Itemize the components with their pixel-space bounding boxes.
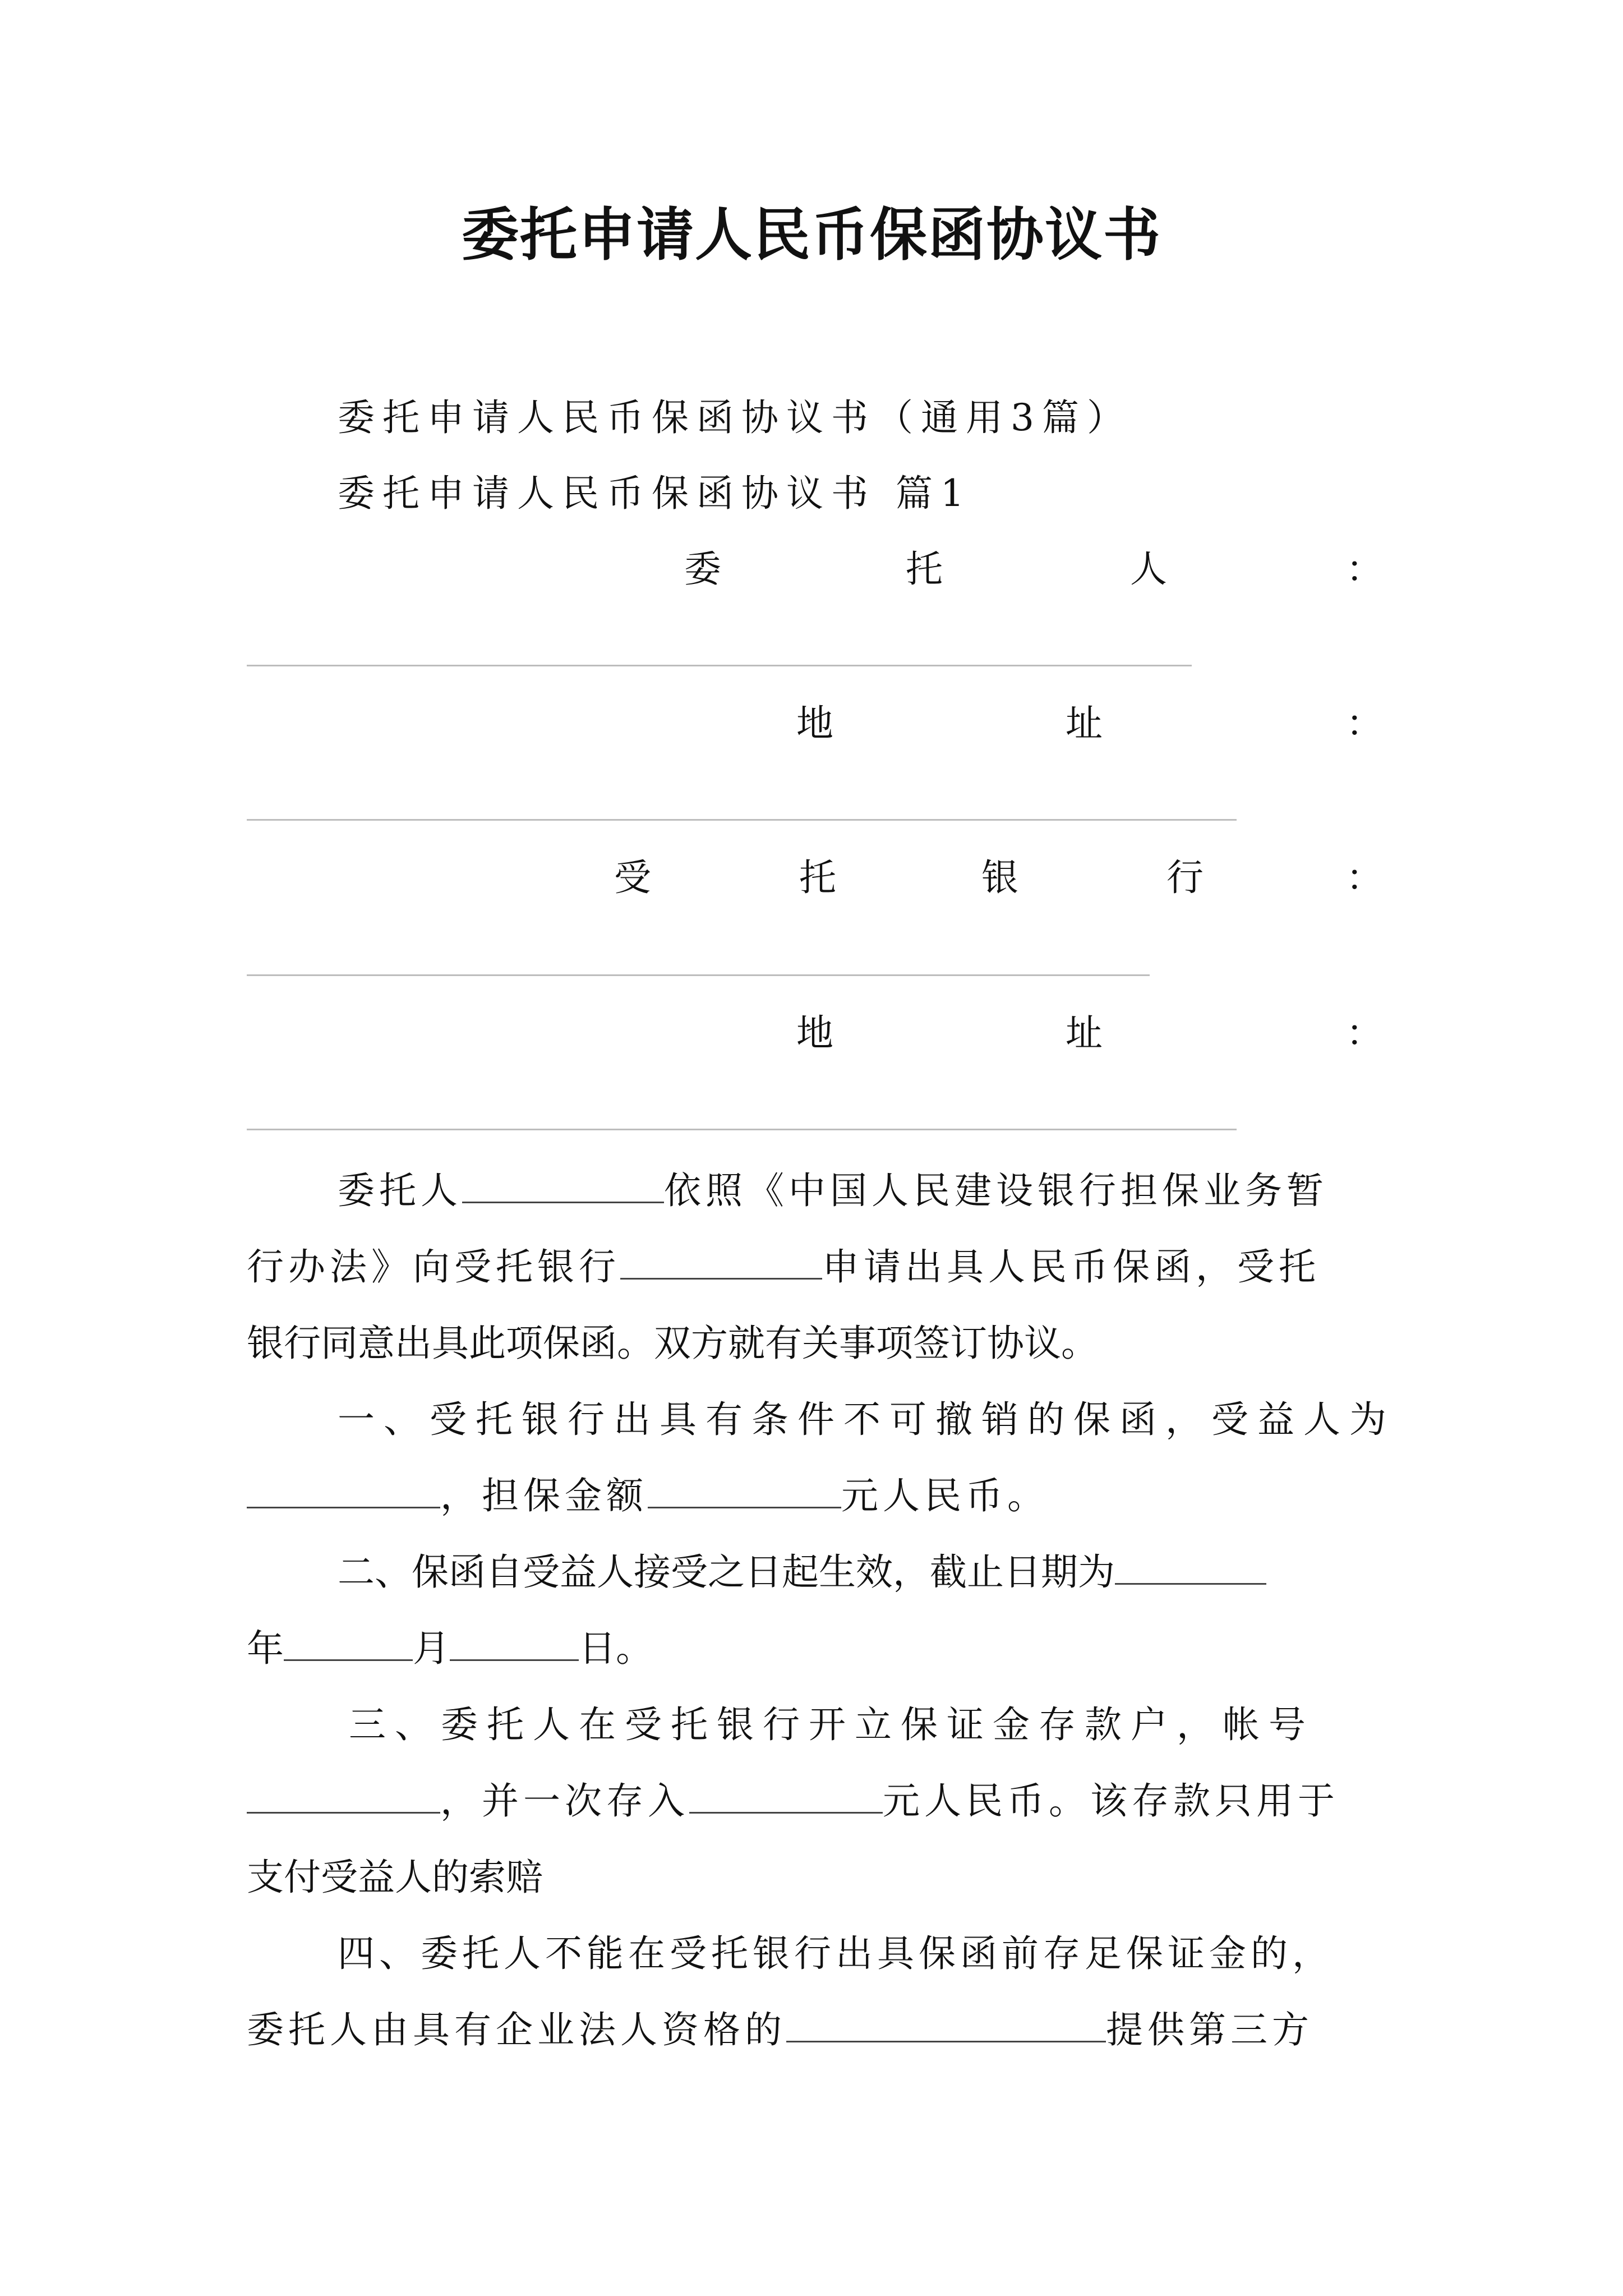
- blank-bank: [620, 1237, 822, 1280]
- field-principal-label: [247, 544, 1383, 595]
- paragraph-1-line-1: 委托人 依照《中国人民建设银行担保业务暂: [338, 1153, 1386, 1229]
- paragraph-5-line-1: 四、委托人不能在受托银行出具保函前存足保证金的，: [338, 1932, 1334, 1975]
- field-bank-blank: [247, 974, 1150, 976]
- paragraph-3-line-2: 年 月 日。: [247, 1611, 1385, 1687]
- field-colon: ：: [1346, 547, 1383, 591]
- field-principal-address-blank: [247, 819, 1237, 821]
- field-bank-address-blank: [247, 1129, 1237, 1130]
- field-principal-address-label: [247, 698, 1383, 749]
- paragraph-1-line-2: 行办法》向受托银行 申请出具人民币保函，受托: [247, 1229, 1385, 1305]
- field-bank-address-label: [247, 1008, 1383, 1059]
- field-label-char: 地: [796, 702, 833, 745]
- field-label-char: 托: [906, 547, 943, 591]
- blank-deposit-amount: [689, 1772, 883, 1814]
- field-colon: ：: [1346, 1011, 1383, 1055]
- document-title: 委托申请人民币保函协议书: [462, 202, 1161, 269]
- paragraph-3-line-1: 二、保函自受益人接受之日起生效，截止日期为: [338, 1534, 1386, 1611]
- paragraph-2-line-2: ，担保金额 元人民币。: [247, 1458, 1385, 1534]
- blank-beneficiary: [247, 1466, 440, 1508]
- paragraph-4-line-3: 支付受益人的索赔: [247, 1856, 543, 1899]
- field-principal-blank: [247, 665, 1192, 666]
- blank-principal: [462, 1161, 664, 1203]
- field-bank-label: [247, 853, 1383, 903]
- field-label-char: 人: [1130, 547, 1167, 591]
- paragraph-4-line-2: ，并一次存入 元人民币。该存款只用于: [247, 1763, 1385, 1839]
- paragraph-2-line-1: 一、受托银行出具有条件不可撤销的保函，受益人为: [338, 1398, 1395, 1441]
- blank-expiry-month-prefix: [284, 1619, 413, 1661]
- blank-account-number: [247, 1772, 440, 1814]
- field-label-char: 址: [1066, 702, 1103, 745]
- blank-expiry-year: [1115, 1543, 1266, 1585]
- field-label-char: 托: [799, 856, 836, 899]
- field-colon: ：: [1346, 856, 1383, 899]
- document-subtitle: 委托申请人民币保函协议书（通用3篇）: [338, 396, 1132, 439]
- field-label-char: 行: [1166, 856, 1204, 899]
- paragraph-5-line-2: 委托人由具有企业法人资格的 提供第三方: [247, 1992, 1385, 2068]
- field-label-char: 址: [1066, 1011, 1103, 1055]
- blank-third-party: [786, 2000, 1106, 2042]
- field-label-char: 地: [796, 1011, 833, 1055]
- part-heading: 委托申请人民币保函协议书 篇1: [338, 472, 972, 515]
- paragraph-4-line-1: 三、委托人在受托银行开立保证金存款户，帐号: [349, 1703, 1315, 1746]
- blank-expiry-day-prefix: [450, 1619, 579, 1661]
- field-colon: ：: [1346, 702, 1383, 745]
- field-label-char: 委: [684, 547, 721, 591]
- field-label-char: 受: [614, 856, 651, 899]
- blank-guarantee-amount: [648, 1466, 841, 1508]
- paragraph-1-line-3: 银行同意出具此项保函。双方就有关事项签订协议。: [247, 1322, 1098, 1365]
- field-label-char: 银: [981, 856, 1018, 899]
